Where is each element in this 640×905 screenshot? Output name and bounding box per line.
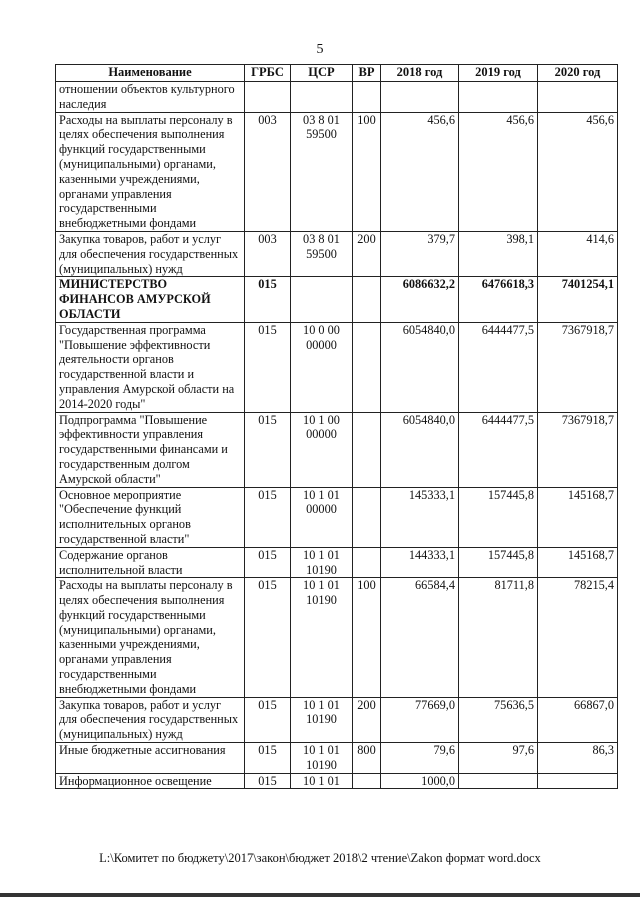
year-2018-cell xyxy=(381,82,459,113)
csr-cell: 10 1 01 xyxy=(291,773,353,789)
year-2019-cell: 157445,8 xyxy=(459,547,538,578)
year-2019-cell: 6444477,5 xyxy=(459,412,538,487)
grbs-cell: 015 xyxy=(245,743,291,774)
table-header-row xyxy=(56,65,618,82)
year-2020-cell: 145168,7 xyxy=(538,547,618,578)
row-name-cell: Основное мероприятие "Обеспечение функций исполнительных органов государственной власти" xyxy=(56,487,245,547)
column-header: 2019 год xyxy=(459,65,538,82)
vr-cell: 800 xyxy=(353,743,381,774)
csr-cell: 10 1 01 10190 xyxy=(291,743,353,774)
grbs-cell: 003 xyxy=(245,231,291,276)
csr-cell: 03 8 01 59500 xyxy=(291,112,353,231)
year-2019-cell: 456,6 xyxy=(459,112,538,231)
year-2018-cell: 6054840,0 xyxy=(381,322,459,412)
vr-cell: 200 xyxy=(353,231,381,276)
column-header: Наименование xyxy=(56,65,245,82)
table-row xyxy=(56,112,618,231)
year-2018-cell: 145333,1 xyxy=(381,487,459,547)
vr-cell: 100 xyxy=(353,112,381,231)
year-2020-cell: 78215,4 xyxy=(538,578,618,697)
year-2020-cell: 414,6 xyxy=(538,231,618,276)
table-row xyxy=(56,697,618,742)
year-2019-cell: 75636,5 xyxy=(459,697,538,742)
file-path-footer: L:\Комитет по бюджету\2017\закон\бюджет 2018\2 чтение\Zakon формат word.docx xyxy=(99,851,541,865)
vr-cell: 200 xyxy=(353,697,381,742)
grbs-cell: 015 xyxy=(245,547,291,578)
year-2020-cell: 456,6 xyxy=(538,112,618,231)
year-2018-cell: 456,6 xyxy=(381,112,459,231)
table-row xyxy=(56,277,618,322)
column-header: ГРБС xyxy=(245,65,291,82)
year-2020-cell: 7401254,1 xyxy=(538,277,618,322)
column-header: 2018 год xyxy=(381,65,459,82)
vr-cell xyxy=(353,487,381,547)
csr-cell: 10 1 01 00000 xyxy=(291,487,353,547)
vr-cell xyxy=(353,547,381,578)
vr-cell xyxy=(353,412,381,487)
year-2018-cell: 79,6 xyxy=(381,743,459,774)
table-row xyxy=(56,412,618,487)
year-2019-cell: 81711,8 xyxy=(459,578,538,697)
year-2019-cell: 6444477,5 xyxy=(459,322,538,412)
page-number: 5 xyxy=(316,42,324,57)
row-name-cell: Подпрограмма "Повышение эффективности управления государственными финансами и государственным долгом Амурской области" xyxy=(56,412,245,487)
year-2018-cell: 66584,4 xyxy=(381,578,459,697)
vr-cell xyxy=(353,322,381,412)
column-header: 2020 год xyxy=(538,65,618,82)
year-2018-cell: 6054840,0 xyxy=(381,412,459,487)
year-2020-cell: 7367918,7 xyxy=(538,322,618,412)
table-row xyxy=(56,487,618,547)
grbs-cell: 015 xyxy=(245,697,291,742)
year-2020-cell xyxy=(538,773,618,789)
grbs-cell: 003 xyxy=(245,112,291,231)
table-row xyxy=(56,578,618,697)
grbs-cell: 015 xyxy=(245,578,291,697)
csr-cell xyxy=(291,277,353,322)
row-name-cell: Государственная программа "Повышение эффективности деятельности органов государственной власти и управления Амурской области на 2014-2020 годы" xyxy=(56,322,245,412)
grbs-cell xyxy=(245,82,291,113)
csr-cell xyxy=(291,82,353,113)
budget-table xyxy=(55,64,618,789)
year-2020-cell: 145168,7 xyxy=(538,487,618,547)
grbs-cell: 015 xyxy=(245,322,291,412)
table-row xyxy=(56,322,618,412)
csr-cell: 10 0 00 00000 xyxy=(291,322,353,412)
year-2020-cell: 86,3 xyxy=(538,743,618,774)
year-2018-cell: 379,7 xyxy=(381,231,459,276)
table-row xyxy=(56,82,618,113)
year-2019-cell: 97,6 xyxy=(459,743,538,774)
row-name-cell: Расходы на выплаты персоналу в целях обеспечения выполнения функций государственными (муниципальными) органами, казенными учреждениями, органами управления государственными внебюджетными фондами xyxy=(56,112,245,231)
row-name-cell: отношении объектов культурного наследия xyxy=(56,82,245,113)
year-2020-cell: 7367918,7 xyxy=(538,412,618,487)
column-header: ВР xyxy=(353,65,381,82)
grbs-cell: 015 xyxy=(245,487,291,547)
grbs-cell: 015 xyxy=(245,412,291,487)
vr-cell xyxy=(353,82,381,113)
year-2019-cell: 398,1 xyxy=(459,231,538,276)
column-header: ЦСР xyxy=(291,65,353,82)
table-row xyxy=(56,231,618,276)
year-2020-cell xyxy=(538,82,618,113)
vr-cell xyxy=(353,277,381,322)
row-name-cell: Закупка товаров, работ и услуг для обеспечения государственных (муниципальных) нужд xyxy=(56,697,245,742)
row-name-cell: Закупка товаров, работ и услуг для обеспечения государственных (муниципальных) нужд xyxy=(56,231,245,276)
row-name-cell: Содержание органов исполнительной власти xyxy=(56,547,245,578)
year-2019-cell xyxy=(459,82,538,113)
grbs-cell: 015 xyxy=(245,773,291,789)
vr-cell xyxy=(353,773,381,789)
vr-cell: 100 xyxy=(353,578,381,697)
csr-cell: 10 1 00 00000 xyxy=(291,412,353,487)
csr-cell: 10 1 01 10190 xyxy=(291,547,353,578)
year-2019-cell xyxy=(459,773,538,789)
row-name-cell: МИНИСТЕРСТВО ФИНАНСОВ АМУРСКОЙ ОБЛАСТИ xyxy=(56,277,245,322)
row-name-cell: Расходы на выплаты персоналу в целях обеспечения выполнения функций государственными (муниципальными) органами, казенными учреждениями, органами управления государственными внебюджетными фондами xyxy=(56,578,245,697)
grbs-cell: 015 xyxy=(245,277,291,322)
table-row xyxy=(56,743,618,774)
table-body xyxy=(56,82,618,789)
year-2018-cell: 77669,0 xyxy=(381,697,459,742)
year-2018-cell: 6086632,2 xyxy=(381,277,459,322)
year-2018-cell: 144333,1 xyxy=(381,547,459,578)
scan-edge-line xyxy=(0,893,640,897)
csr-cell: 10 1 01 10190 xyxy=(291,697,353,742)
year-2018-cell: 1000,0 xyxy=(381,773,459,789)
year-2019-cell: 157445,8 xyxy=(459,487,538,547)
table-row xyxy=(56,773,618,789)
year-2020-cell: 66867,0 xyxy=(538,697,618,742)
csr-cell: 10 1 01 10190 xyxy=(291,578,353,697)
table-row xyxy=(56,547,618,578)
year-2019-cell: 6476618,3 xyxy=(459,277,538,322)
csr-cell: 03 8 01 59500 xyxy=(291,231,353,276)
row-name-cell: Иные бюджетные ассигнования xyxy=(56,743,245,774)
row-name-cell: Информационное освещение xyxy=(56,773,245,789)
